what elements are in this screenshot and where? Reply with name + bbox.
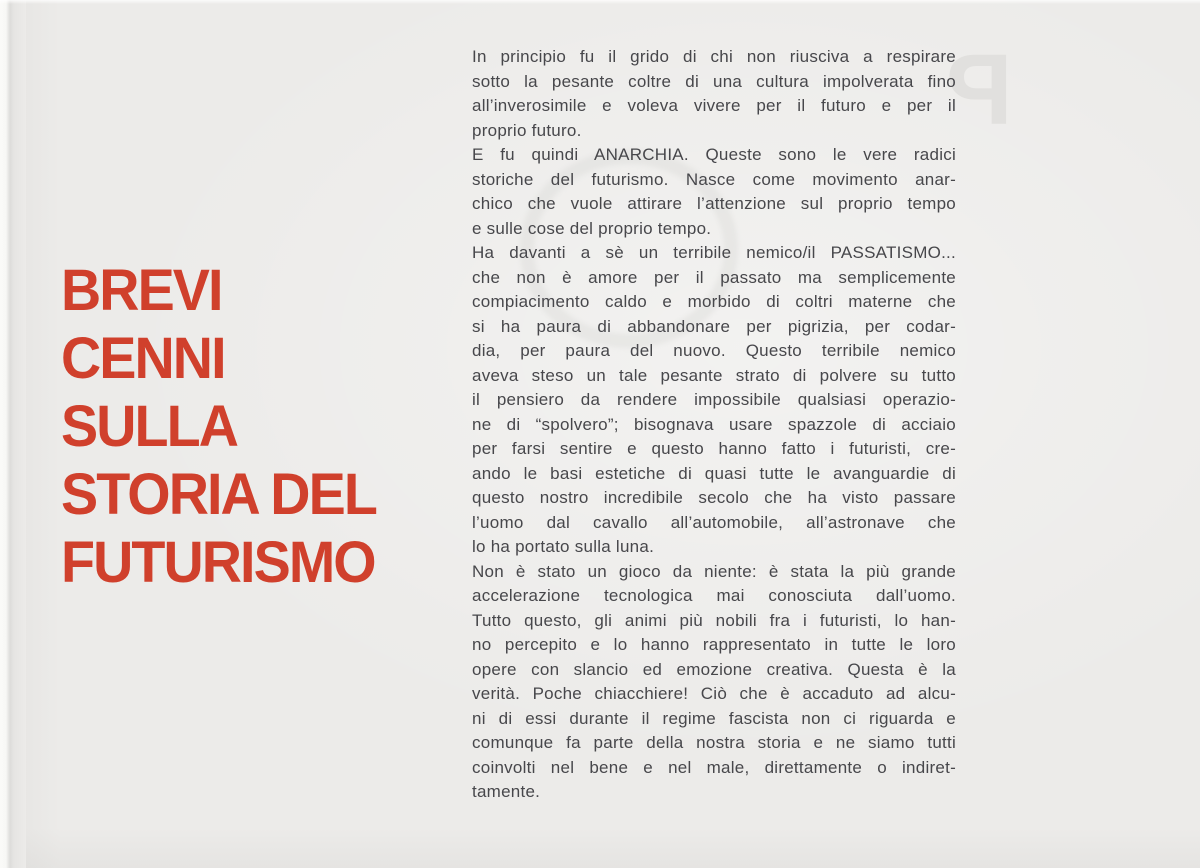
title-line: BREVI xyxy=(61,258,222,323)
text-line: storiche del futurismo. Nasce come movimento anar- xyxy=(472,169,956,189)
paragraph xyxy=(472,560,956,805)
text-line: accelerazione tecnologica mai conosciuta dall’uomo. xyxy=(472,586,956,605)
text-line: proprio futuro. xyxy=(472,120,582,140)
article xyxy=(472,45,956,805)
text-line: dia, per paura del nuovo. Questo terribile nemico xyxy=(472,341,956,360)
text-line: e sulle cose del proprio tempo. xyxy=(472,218,712,238)
title-line: CENNI xyxy=(61,326,225,391)
title-line: STORIA DEL xyxy=(61,462,376,527)
text-line: questo nostro incredibile secolo che ha visto passare xyxy=(472,488,956,507)
text-line: il pensiero da rendere impossibile qualsiasi operazio- xyxy=(472,390,956,409)
paragraph xyxy=(472,241,956,560)
text-line: Non è stato un gioco da niente: è stata la più grande xyxy=(472,561,956,581)
text-line: E fu quindi ANARCHIA. Queste sono le vere radici xyxy=(472,145,956,164)
paragraph xyxy=(472,45,956,143)
title-line: FUTURISMO xyxy=(61,530,375,595)
text-line: ni di essi durante il regime fascista non ci riguarda e xyxy=(472,708,956,728)
paragraph xyxy=(472,143,956,241)
text-line: chico che vuole attirare l’attenzione sul proprio tempo xyxy=(472,194,956,213)
text-line: per farsi sentire e questo hanno fatto i futuristi, cre- xyxy=(472,439,956,458)
title-line: SULLA xyxy=(61,394,237,459)
text-line: si ha paura di abbandonare per pigrizia, per codar- xyxy=(472,316,956,336)
text-line: tamente. xyxy=(472,782,541,801)
text-line: verità. Poche chiacchiere! Ciò che è accaduto ad alcu- xyxy=(472,684,956,703)
text-line: l’uomo dal cavallo all’automobile, all’astronave che xyxy=(472,512,956,532)
page-title xyxy=(61,257,376,597)
text-line: opere con slancio ed emozione creativa. Questa è la xyxy=(472,659,956,679)
page-top-edge xyxy=(0,0,1200,4)
show-through-ghost-letter: P xyxy=(950,34,1013,146)
text-line: Ha davanti a sè un terribile nemico/il PASSATISMO... xyxy=(472,243,956,262)
text-line: compiacimento caldo e morbido di coltri materne che xyxy=(472,292,956,311)
text-line: ne di “spolvero”; bisognava usare spazzole di acciaio xyxy=(472,414,956,434)
text-line: comunque fa parte della nostra storia e ne siamo tutti xyxy=(472,733,956,752)
text-line: aveva steso un tale pesante strato di polvere su tutto xyxy=(472,365,956,385)
text-line: all’inverosimile e voleva vivere per il futuro e per il xyxy=(472,96,956,115)
text-line: coinvolti nel bene e nel male, direttamente o indiret- xyxy=(472,757,956,777)
text-line: In principio fu il grido di chi non riusciva a respirare xyxy=(472,47,956,66)
text-line: ando le basi estetiche di quasi tutte le avanguardie di xyxy=(472,463,956,483)
text-line: lo ha portato sulla luna. xyxy=(472,537,655,556)
text-line: che non è amore per il passato ma semplicemente xyxy=(472,267,956,287)
text-line: no percepito e lo hanno rappresentato in tutte le loro xyxy=(472,635,956,654)
text-line: sotto la pesante coltre di una cultura impolverata fino xyxy=(472,71,956,91)
page-left-edge xyxy=(0,0,26,868)
text-line: Tutto questo, gli animi più nobili fra i futuristi, lo han- xyxy=(472,610,956,630)
